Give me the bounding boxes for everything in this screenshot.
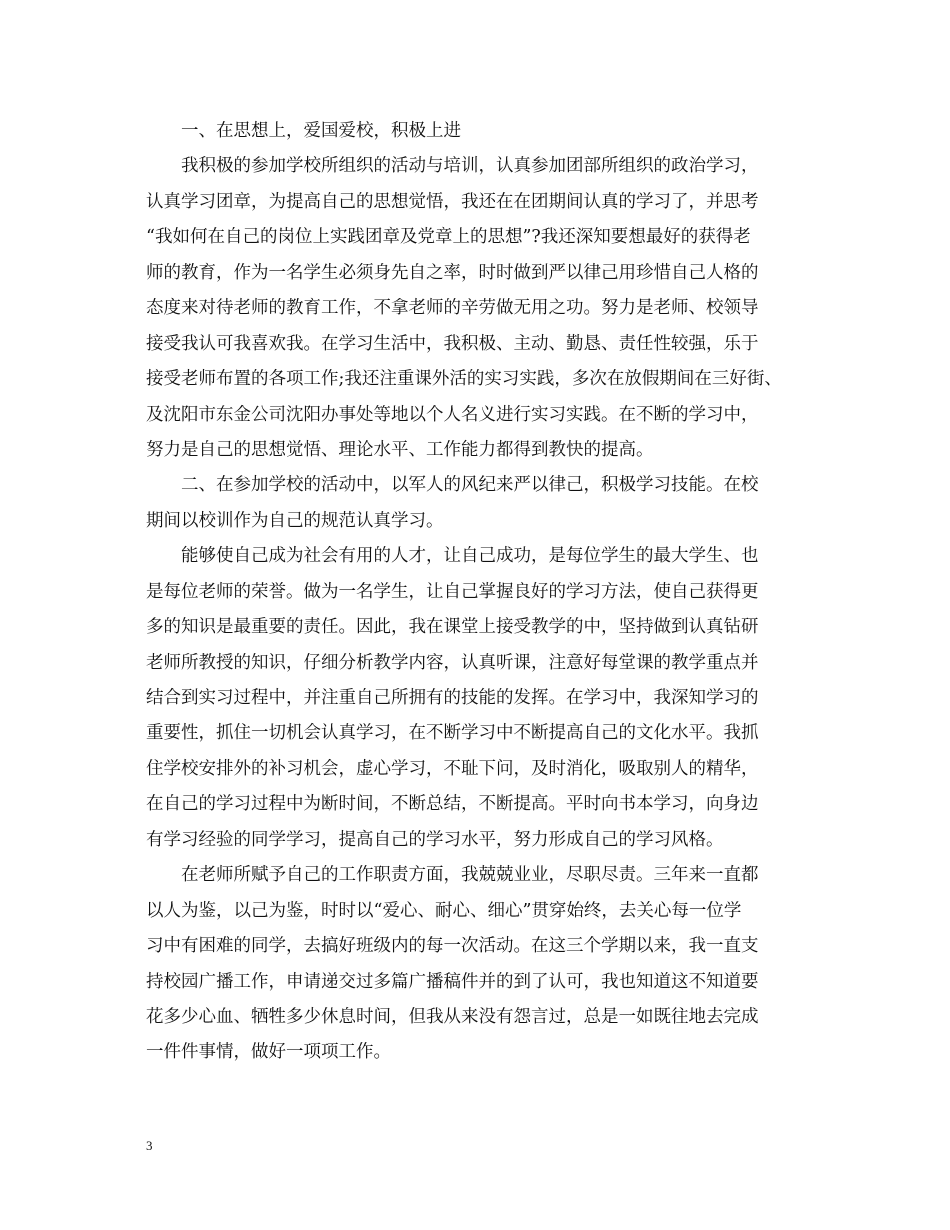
text-line: 认真学习团章，为提高自己的思想觉悟，我还在在团期间认真的学习了，并思考 <box>146 191 759 212</box>
text-line: 二、在参加学校的活动中，以军人的风纪来严以律己，积极学习技能。在校 <box>181 475 759 496</box>
text-line: 一件件事情，做好一项项工作。 <box>146 1042 391 1063</box>
page-number: 3 <box>146 1138 153 1153</box>
text-line: 一、在思想上，爱国爱校，积极上进 <box>181 121 461 141</box>
text-line: 接受我认可我喜欢我。在学习生活中，我积极、主动、勤恳、责任性较强，乐于 <box>146 333 759 354</box>
text-line: 老师所教授的知识，仔细分析教学内容，认真听课，注意好每堂课的教学重点并 <box>146 652 759 673</box>
text-line: 结合到实习过程中，并注重自己所拥有的技能的发挥。在学习中，我深知学习的 <box>146 688 759 708</box>
text-line: 努力是自己的思想觉悟、理论水平、工作能力都得到教快的提高。 <box>146 439 654 460</box>
document-body <box>146 114 816 1071</box>
text-line: “我如何在自己的岗位上实践团章及党章上的思想”?我还深知要想最好的获得老 <box>146 227 751 248</box>
text-line: 及沈阳市东金公司沈阳办事处等地以个人名义进行实习实践。在不断的学习中， <box>146 404 759 425</box>
text-line: 花多少心血、牺牲多少休息时间，但我从来没有怨言过，总是一如既往地去完成 <box>146 1006 759 1027</box>
text-line: 重要性，抓住一切机会认真学习，在不断学习中不断提高自己的文化水平。我抓 <box>146 723 759 744</box>
text-line: 在老师所赋予自己的工作职责方面，我兢兢业业，尽职尽责。三年来一直都 <box>181 865 759 886</box>
text-line: 能够使自己成为社会有用的人才，让自己成功，是每位学生的最大学生、也 <box>181 546 759 567</box>
text-line: 以人为鉴，以己为鉴，时时以“爱心、耐心、细心”贯穿始终，去关心每一位学 <box>146 900 742 921</box>
text-line: 住学校安排外的补习机会，虚心学习，不耻下问，及时消化，吸取别人的精华， <box>146 758 759 779</box>
text-line: 有学习经验的同学学习，提高自己的学习水平，努力形成自己的学习风格。 <box>146 829 724 850</box>
text-line: 持校园广播工作，申请递交过多篇广播稿件并的到了认可，我也知道这不知道要 <box>146 971 759 992</box>
text-line: 期间以校训作为自己的规范认真学习。 <box>146 510 444 531</box>
text-line: 接受老师布置的各项工作;我还注重课外活的实习实践，多次在放假期间在三好街、 <box>146 369 782 390</box>
text-line: 是每位老师的荣誉。做为一名学生，让自己掌握良好的学习方法，使自己获得更 <box>146 581 759 602</box>
text-line: 师的教育，作为一名学生必须身先自之率，时时做到严以律己用珍惜自己人格的 <box>146 262 759 283</box>
text-line: 我积极的参加学校所组织的活动与培训，认真参加团部所组织的政治学习， <box>181 156 759 177</box>
text-line: 在自己的学习过程中为断时间，不断总结，不断提高。平时向书本学习，向身边 <box>146 794 759 815</box>
text-line: 多的知识是最重要的责任。因此，我在课堂上接受教学的中，坚持做到认真钻研 <box>146 617 759 638</box>
text-line: 习中有困难的同学，去搞好班级内的每一次活动。在这三个学期以来，我一直支 <box>146 936 759 957</box>
text-line: 态度来对待老师的教育工作，不拿老师的辛劳做无用之功。努力是老师、校领导 <box>146 298 759 319</box>
